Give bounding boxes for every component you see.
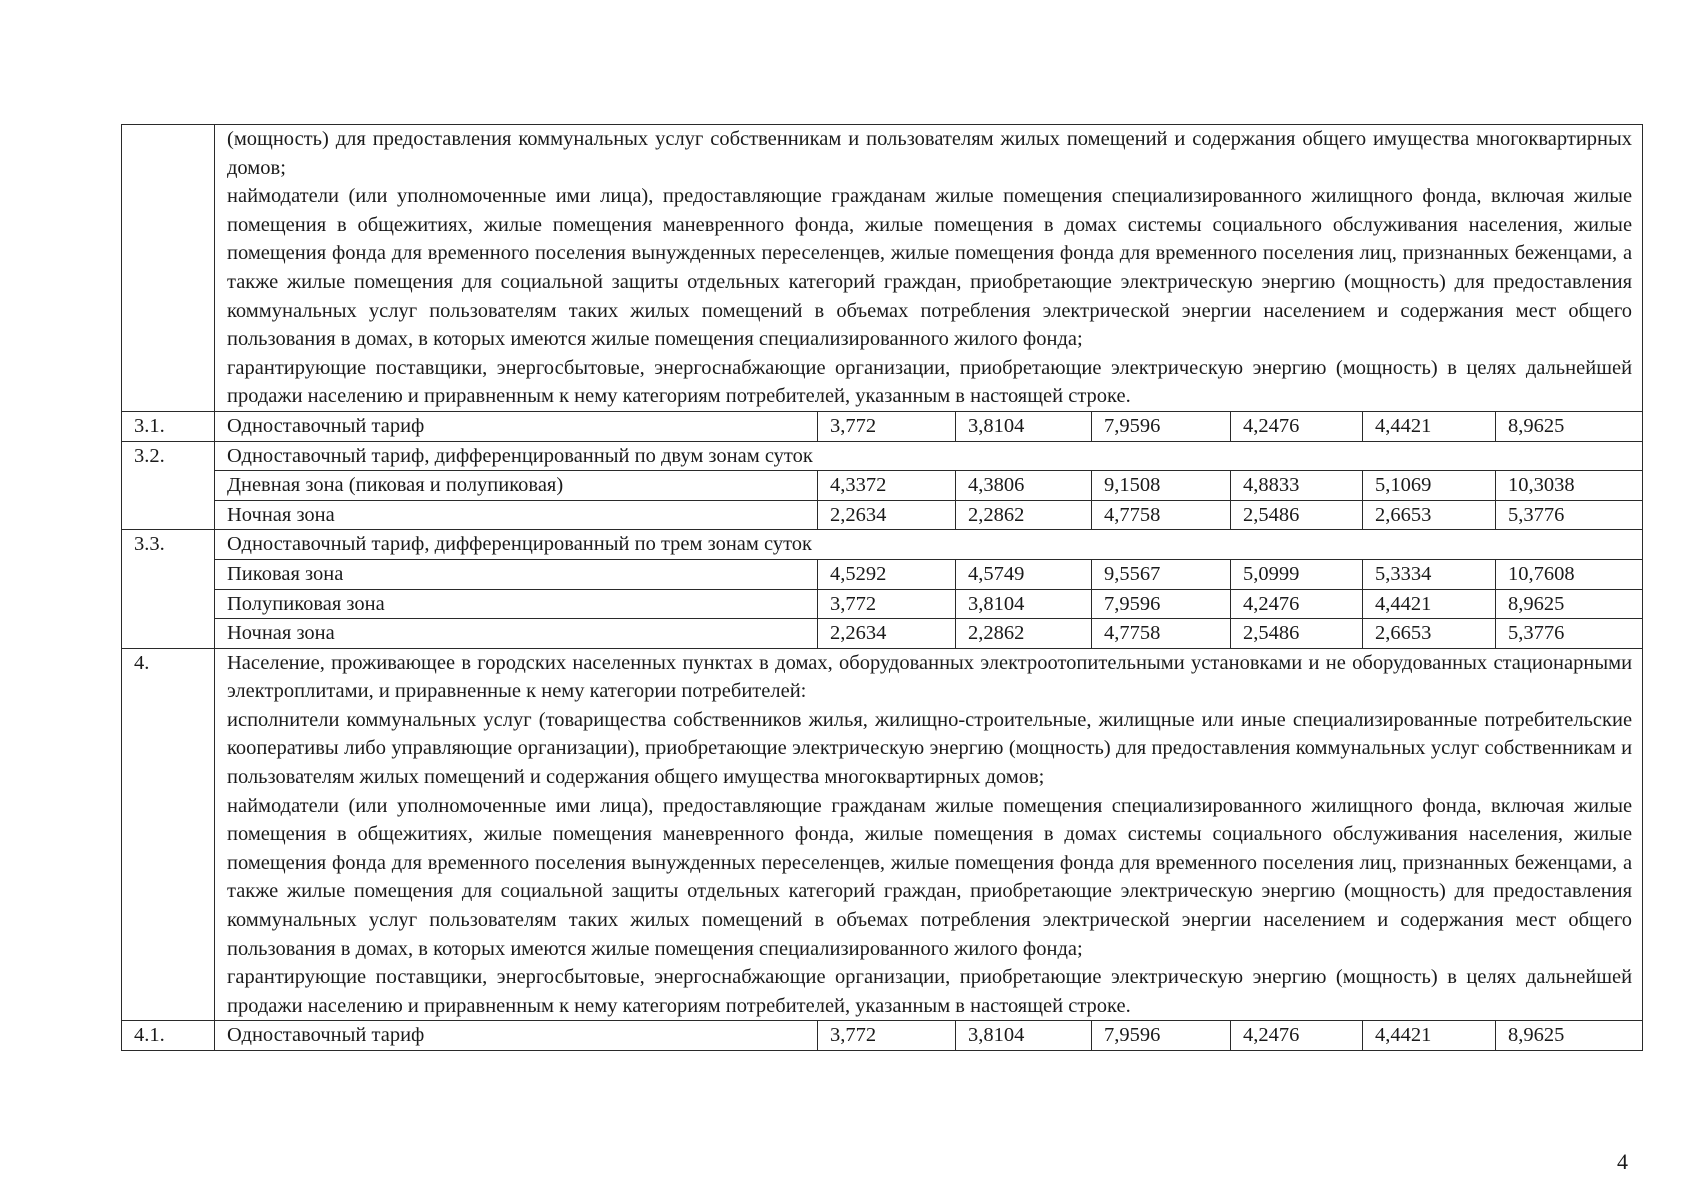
tariff-value: 3,8104 [956, 589, 1092, 619]
table-row-3-3-semipeak [122, 589, 1643, 619]
description-paragraph: гарантирующие поставщики, энергосбытовые, энергоснабжающие организации, приобретающие электрическую энергию (мощность) в целях дальнейшей продажи населению и приравненным к нему категориям потребителей, указанным в настоящей строке. [227, 966, 1633, 1017]
table-row-3-2-night [122, 500, 1643, 530]
table-row-3-2 [122, 441, 1643, 471]
tariff-value: 3,772 [818, 589, 956, 619]
table-row-3-1 [122, 411, 1643, 441]
description-paragraph: Население, проживающее в городских населенных пунктах в домах, оборудованных электроотопительными установками и не оборудованных стационарными электроплитами, и приравненные к нему категории потребителей: [227, 651, 1633, 703]
table-row-4-1 [122, 1021, 1643, 1051]
zone-label: Пиковая зона [215, 559, 818, 589]
page-number: 4 [1617, 1149, 1628, 1174]
tariff-value: 10,7608 [1496, 559, 1643, 589]
tariff-value: 8,9625 [1496, 411, 1643, 441]
zone-label: Ночная зона [215, 619, 818, 649]
tariff-value: 4,7758 [1092, 619, 1231, 649]
row-number-cell [122, 125, 215, 412]
description-paragraph: гарантирующие поставщики, энергосбытовые, энергоснабжающие организации, приобретающие электрическую энергию (мощность) в целях дальнейшей продажи населению и приравненным к нему категориям потребителей, указанным в настоящей строке. [227, 356, 1633, 408]
tariff-value: 4,3372 [818, 471, 956, 501]
tariff-value: 3,772 [818, 411, 956, 441]
tariff-value: 2,2634 [818, 500, 956, 530]
tariff-value: 2,5486 [1231, 619, 1363, 649]
tariff-value: 4,3806 [956, 471, 1092, 501]
tariff-value: 7,9596 [1092, 411, 1231, 441]
tariff-value: 4,2476 [1231, 411, 1363, 441]
table-row-3-continuation [122, 125, 1643, 412]
tariff-table [121, 124, 1643, 1051]
tariff-value: 4,2476 [1231, 1021, 1363, 1051]
description-paragraph: наймодатели (или уполномоченные ими лица), предоставляющие гражданам жилые помещения специализированного жилищного фонда, включая жилые помещения в общежитиях, жилые помещения маневренного фонда, жилые помещения в домах системы социального обслуживания населения, жилые помещения фонда для временного поселения вынужденных переселенцев, жилые помещения фонда для временного поселения лиц, признанных беженцами, а также жилые помещения для социальной защиты отдельных категорий граждан, приобретающие электрическую энергию (мощность) для предоставления коммунальных услуг пользователям таких жилых помещений в объемах потребления электрической энергии населением и содержания мест общего пользования в домах, в которых имеются жилые помещения специализированного жилого фонда; [227, 794, 1633, 960]
tariff-value: 3,8104 [956, 411, 1092, 441]
tariff-group-label: Одноставочный тариф, дифференцированный по двум зонам суток [215, 441, 1643, 471]
tariff-value: 5,3776 [1496, 500, 1643, 530]
row-4-description [215, 648, 1643, 1021]
row-number: 3.2. [122, 441, 215, 530]
table-row-3-3-peak [122, 559, 1643, 589]
tariff-value: 4,4421 [1363, 411, 1496, 441]
description-paragraph: исполнители коммунальных услуг (товарищества собственников жилья, жилищно-строительные, жилищные или иные специализированные потребительские кооперативы либо управляющие организации), приобретающие электрическую энергию (мощность) для предоставления коммунальных услуг собственникам и пользователям жилых помещений и содержания общего имущества многоквартирных домов; [227, 708, 1633, 789]
description-paragraph: (мощность) для предоставления коммунальных услуг собственникам и пользователям жилых помещений и содержания общего имущества многоквартирных домов; [227, 128, 1633, 179]
tariff-value: 4,2476 [1231, 589, 1363, 619]
tariff-value: 7,9596 [1092, 589, 1231, 619]
tariff-value: 4,5292 [818, 559, 956, 589]
tariff-value: 9,1508 [1092, 471, 1231, 501]
tariff-value: 2,2862 [956, 500, 1092, 530]
table-row-3-3-night [122, 619, 1643, 649]
table-row-3-3 [122, 530, 1643, 560]
tariff-value: 2,6653 [1363, 619, 1496, 649]
row-number: 4. [122, 648, 215, 1021]
tariff-value: 3,8104 [956, 1021, 1092, 1051]
tariff-value: 2,6653 [1363, 500, 1496, 530]
tariff-value: 4,4421 [1363, 589, 1496, 619]
tariff-value: 4,4421 [1363, 1021, 1496, 1051]
tariff-value: 5,0999 [1231, 559, 1363, 589]
tariff-value: 3,772 [818, 1021, 956, 1051]
tariff-value: 5,1069 [1363, 471, 1496, 501]
tariff-value: 4,5749 [956, 559, 1092, 589]
row-number: 3.1. [122, 411, 215, 441]
tariff-value: 4,8833 [1231, 471, 1363, 501]
zone-label: Ночная зона [215, 500, 818, 530]
tariff-value: 9,5567 [1092, 559, 1231, 589]
table-row-3-2-day [122, 471, 1643, 501]
tariff-value: 4,7758 [1092, 500, 1231, 530]
row-number: 3.3. [122, 530, 215, 648]
zone-label: Дневная зона (пиковая и полупиковая) [215, 471, 818, 501]
tariff-value: 8,9625 [1496, 589, 1643, 619]
tariff-value: 5,3776 [1496, 619, 1643, 649]
description-paragraph: наймодатели (или уполномоченные ими лица), предоставляющие гражданам жилые помещения специализированного жилищного фонда, включая жилые помещения в общежитиях, жилые помещения маневренного фонда, жилые помещения в домах системы социального обслуживания населения, жилые помещения фонда для временного поселения вынужденных переселенцев, жилые помещения фонда для временного поселения лиц, признанных беженцами, а также жилые помещения для социальной защиты отдельных категорий граждан, приобретающие электрическую энергию (мощность) для предоставления коммунальных услуг пользователям таких жилых помещений в объемах потребления электрической энергии населением и содержания мест общего пользования в домах, в которых имеются жилые помещения специализированного жилого фонда; [227, 185, 1633, 351]
tariff-label: Одноставочный тариф [215, 1021, 818, 1051]
tariff-value: 5,3334 [1363, 559, 1496, 589]
row-number: 4.1. [122, 1021, 215, 1051]
tariff-label: Одноставочный тариф [215, 411, 818, 441]
tariff-value: 7,9596 [1092, 1021, 1231, 1051]
tariff-value: 2,2634 [818, 619, 956, 649]
tariff-value: 8,9625 [1496, 1021, 1643, 1051]
tariff-value: 2,5486 [1231, 500, 1363, 530]
tariff-value: 2,2862 [956, 619, 1092, 649]
tariff-value: 10,3038 [1496, 471, 1643, 501]
row-3-description [215, 125, 1643, 412]
table-row-4 [122, 648, 1643, 1021]
zone-label: Полупиковая зона [215, 589, 818, 619]
tariff-group-label: Одноставочный тариф, дифференцированный по трем зонам суток [215, 530, 1643, 560]
